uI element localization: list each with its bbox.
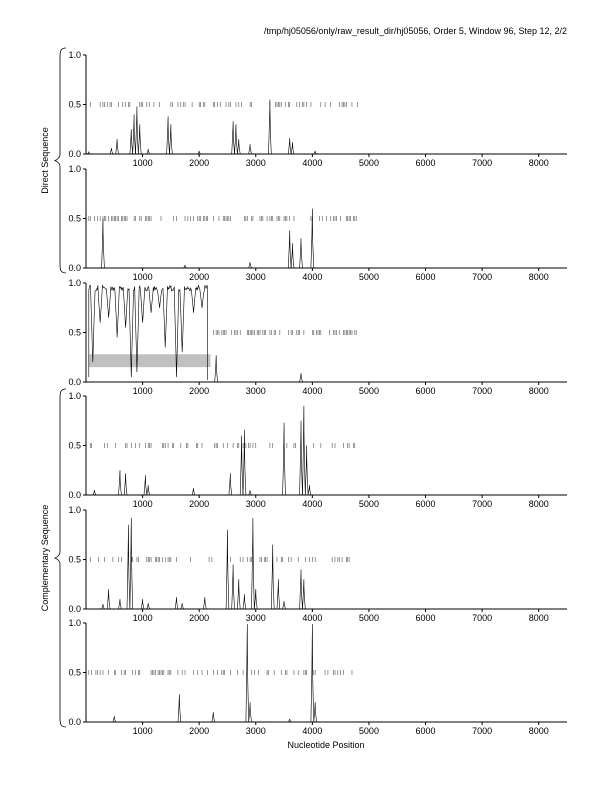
group-label: Direct Sequence xyxy=(40,127,50,194)
peak-line xyxy=(110,148,113,154)
panel-3 xyxy=(68,278,567,396)
peak-line xyxy=(141,599,144,609)
peak-line xyxy=(249,144,252,154)
x-tick-label: 4000 xyxy=(302,726,323,736)
peak-line xyxy=(300,373,303,382)
x-tick-label: 2000 xyxy=(189,158,210,168)
peak-line xyxy=(237,139,240,154)
x-tick-label: 7000 xyxy=(472,158,493,168)
peak-line xyxy=(254,589,257,609)
rug-marks xyxy=(90,557,349,562)
x-tick-label: 1000 xyxy=(132,726,153,736)
x-tick-label: 8000 xyxy=(528,272,549,282)
x-tick-label: 6000 xyxy=(415,726,436,736)
y-tick-label: 1.0 xyxy=(68,618,81,628)
peak-series xyxy=(113,624,317,722)
peak-series xyxy=(102,518,306,609)
x-tick-label: 5000 xyxy=(358,726,379,736)
peak-line xyxy=(116,139,119,154)
x-tick-label: 7000 xyxy=(472,499,493,509)
peak-line xyxy=(119,470,122,495)
header-text: /tmp/hj05056/only/raw_result_dir/hj05056, Order 5, Window 96, Step 12, 2/2 xyxy=(263,26,567,36)
group-brace xyxy=(55,48,66,273)
y-tick-label: 0.0 xyxy=(68,377,81,387)
peak-line xyxy=(192,488,195,495)
peak-line xyxy=(181,603,184,609)
panel-6 xyxy=(68,618,567,736)
y-tick-label: 0.5 xyxy=(68,667,81,678)
y-tick-label: 1.0 xyxy=(68,164,81,174)
peak-series xyxy=(93,406,311,495)
x-tick-label: 8000 xyxy=(528,499,549,509)
x-tick-label: 4000 xyxy=(302,613,323,623)
x-tick-label: 1000 xyxy=(132,272,153,282)
peak-line xyxy=(283,423,286,495)
x-tick-label: 8000 xyxy=(528,726,549,736)
peak-line xyxy=(167,116,170,154)
x-tick-label: 6000 xyxy=(415,499,436,509)
y-tick-label: 0.5 xyxy=(68,213,81,224)
x-tick-label: 1000 xyxy=(132,158,153,168)
x-tick-label: 1000 xyxy=(132,386,153,396)
x-tick-label: 3000 xyxy=(245,158,266,168)
peak-line xyxy=(300,569,303,609)
peak-line xyxy=(232,121,235,154)
peak-line xyxy=(243,594,246,609)
peak-line xyxy=(271,545,274,609)
peak-line xyxy=(288,230,291,268)
shaded-band xyxy=(89,354,211,367)
x-tick-label: 2000 xyxy=(189,386,210,396)
peak-line xyxy=(203,597,206,609)
peak-line xyxy=(249,702,252,722)
x-tick-label: 3000 xyxy=(245,726,266,736)
x-tick-label: 2000 xyxy=(189,726,210,736)
peak-line xyxy=(303,579,306,609)
peak-line xyxy=(300,421,303,495)
x-tick-label: 4000 xyxy=(302,386,323,396)
peak-line xyxy=(138,124,141,154)
peak-line xyxy=(308,485,311,495)
x-tick-label: 5000 xyxy=(358,499,379,509)
peak-line xyxy=(119,599,122,609)
x-tick-label: 7000 xyxy=(472,726,493,736)
peak-line xyxy=(283,601,286,609)
panel-4 xyxy=(68,391,567,509)
peak-line xyxy=(243,430,246,495)
y-tick-label: 0.5 xyxy=(68,327,81,338)
x-tick-label: 4000 xyxy=(302,158,323,168)
peak-line xyxy=(212,712,215,722)
x-tick-label: 6000 xyxy=(415,386,436,396)
group-brace xyxy=(55,389,66,727)
x-tick-label: 8000 xyxy=(528,386,549,396)
peak-line xyxy=(147,149,150,154)
peak-line xyxy=(303,406,306,495)
x-tick-label: 5000 xyxy=(358,386,379,396)
rug-marks xyxy=(90,102,357,107)
peak-line xyxy=(124,473,127,495)
panel-5 xyxy=(68,505,567,623)
y-tick-label: 1.0 xyxy=(68,505,81,515)
y-tick-label: 0.5 xyxy=(68,440,81,451)
peak-line xyxy=(175,597,178,609)
x-tick-label: 4000 xyxy=(302,272,323,282)
x-tick-label: 3000 xyxy=(245,499,266,509)
peak-line xyxy=(237,579,240,609)
peak-line xyxy=(133,114,136,154)
peak-line xyxy=(246,624,249,722)
peak-line xyxy=(314,702,317,722)
peak-line xyxy=(305,446,308,496)
peak-line xyxy=(240,436,243,495)
peak-line xyxy=(130,518,133,609)
x-axis-label: Nucleotide Position xyxy=(287,740,365,750)
x-tick-label: 5000 xyxy=(358,272,379,282)
peak-line xyxy=(249,262,252,268)
peak-line xyxy=(291,243,294,268)
y-tick-label: 0.0 xyxy=(68,490,81,500)
x-tick-label: 7000 xyxy=(472,613,493,623)
x-tick-label: 8000 xyxy=(528,613,549,623)
group-label: Complementary Sequence xyxy=(40,504,50,612)
panel-1 xyxy=(68,50,567,168)
x-tick-label: 3000 xyxy=(245,272,266,282)
y-tick-label: 0.0 xyxy=(68,149,81,159)
peak-line xyxy=(144,475,147,495)
rug-marks xyxy=(90,443,355,448)
y-tick-label: 1.0 xyxy=(68,391,81,401)
peak-line xyxy=(229,473,232,495)
x-tick-label: 1000 xyxy=(132,613,153,623)
peak-line xyxy=(147,485,150,495)
y-tick-label: 0.0 xyxy=(68,604,81,614)
peak-line xyxy=(102,219,105,269)
x-tick-label: 3000 xyxy=(245,386,266,396)
x-tick-label: 5000 xyxy=(358,613,379,623)
peak-line xyxy=(93,490,96,495)
rug-marks xyxy=(213,330,356,335)
peak-line xyxy=(136,107,139,155)
peak-line xyxy=(113,716,116,722)
peak-line xyxy=(311,624,314,722)
peak-line xyxy=(277,579,280,609)
peak-line xyxy=(215,355,218,382)
rug-marks xyxy=(89,216,356,221)
y-tick-label: 1.0 xyxy=(68,50,81,60)
x-tick-label: 2000 xyxy=(189,272,210,282)
x-tick-label: 5000 xyxy=(358,158,379,168)
peak-line xyxy=(235,124,238,154)
x-tick-label: 7000 xyxy=(472,272,493,282)
peak-line xyxy=(127,525,130,609)
peak-line xyxy=(232,565,235,610)
x-tick-label: 3000 xyxy=(245,613,266,623)
x-tick-label: 8000 xyxy=(528,158,549,168)
x-tick-label: 4000 xyxy=(302,499,323,509)
peak-line xyxy=(249,490,252,495)
peak-line xyxy=(178,694,181,722)
peak-line xyxy=(130,129,133,154)
x-tick-label: 1000 xyxy=(132,499,153,509)
y-tick-label: 0.5 xyxy=(68,554,81,565)
peak-line xyxy=(300,238,303,268)
peak-line xyxy=(269,100,272,155)
y-tick-label: 0.0 xyxy=(68,717,81,727)
peak-line xyxy=(170,124,173,154)
peak-line xyxy=(102,604,105,609)
group-labels xyxy=(40,48,66,727)
peak-line xyxy=(147,603,150,609)
y-tick-label: 1.0 xyxy=(68,278,81,288)
peak-line xyxy=(252,518,255,609)
peak-line xyxy=(291,142,294,154)
y-tick-label: 0.5 xyxy=(68,99,81,110)
peak-line xyxy=(311,209,314,268)
panel-2 xyxy=(68,164,567,282)
x-tick-label: 2000 xyxy=(189,613,210,623)
x-tick-label: 6000 xyxy=(415,613,436,623)
x-tick-label: 6000 xyxy=(415,272,436,282)
peak-line xyxy=(107,589,110,609)
x-tick-label: 6000 xyxy=(415,158,436,168)
peak-series xyxy=(87,100,316,155)
y-tick-label: 0.0 xyxy=(68,263,81,273)
x-tick-label: 7000 xyxy=(472,386,493,396)
peak-line xyxy=(226,530,229,609)
peak-line xyxy=(288,138,291,154)
peak-series xyxy=(215,355,303,382)
panels xyxy=(68,50,567,736)
x-tick-label: 2000 xyxy=(189,499,210,509)
